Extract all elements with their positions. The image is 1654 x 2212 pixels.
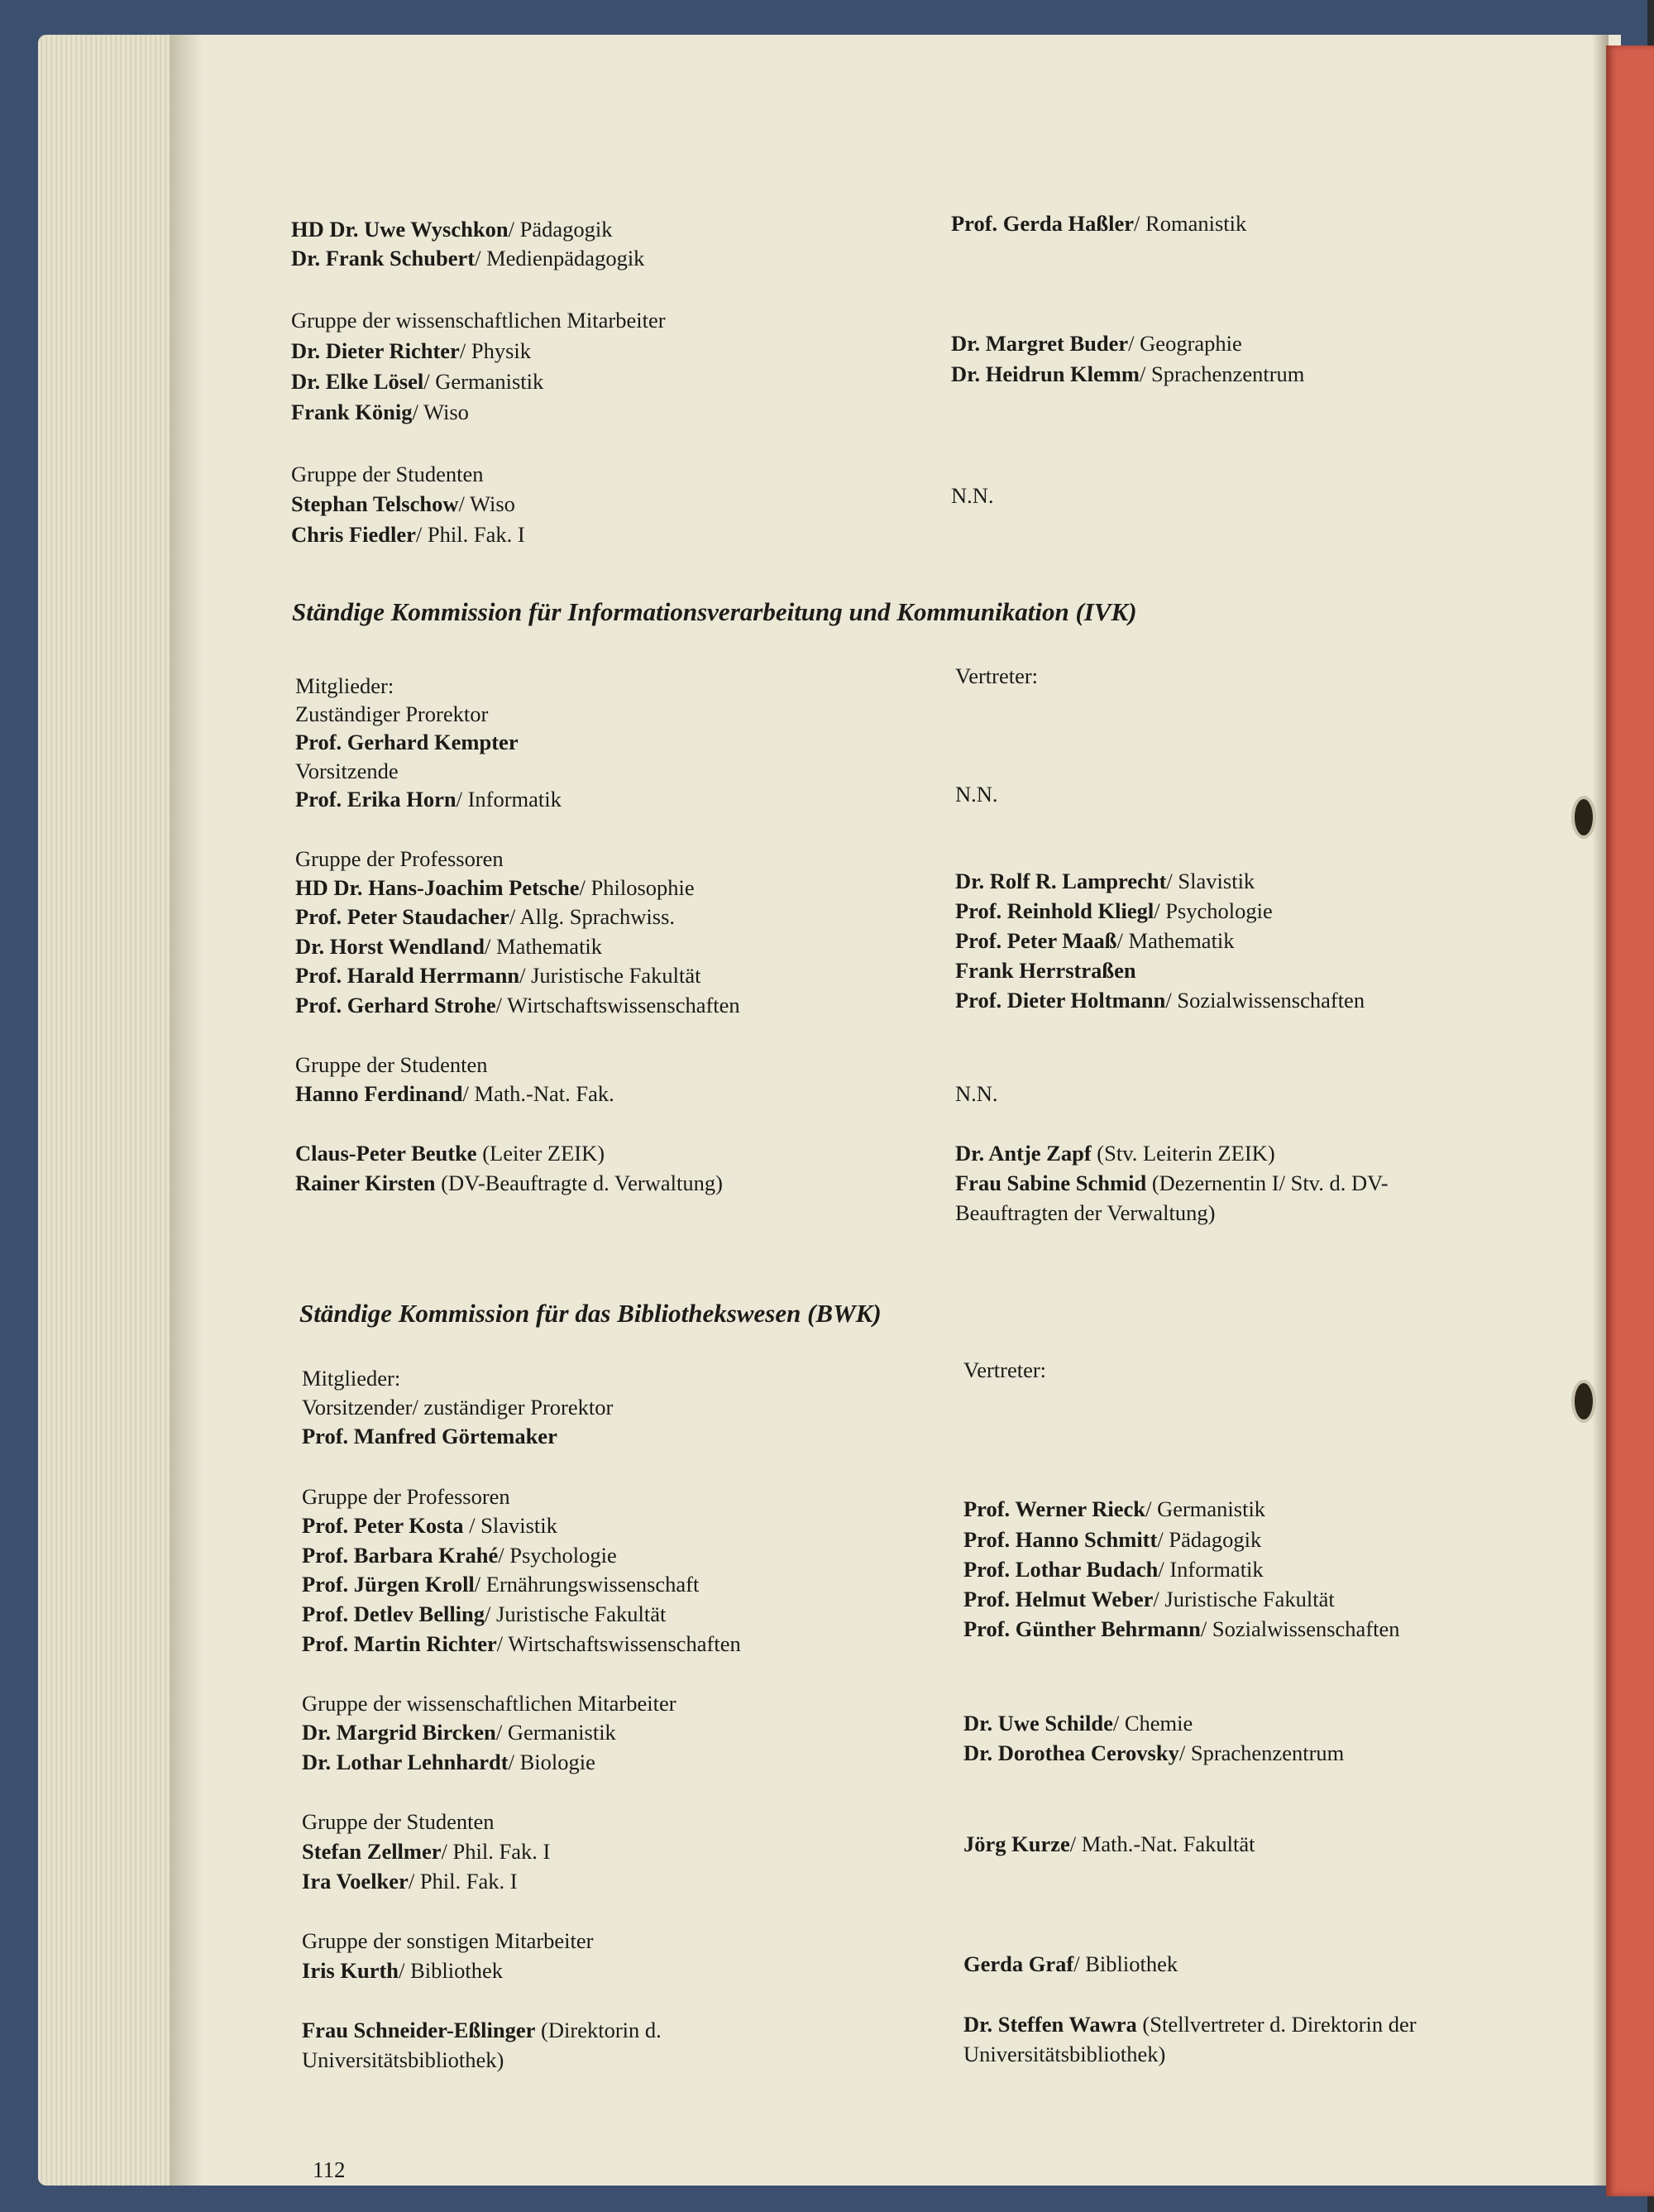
top-left-line: [291, 307, 666, 333]
affiliation-text: Math.-Nat. Fakultät: [1081, 1831, 1255, 1856]
affiliation-text: Sozialwissenschaften: [1212, 1616, 1400, 1641]
separator: /: [475, 246, 487, 271]
affiliation-text: Phil. Fak. I: [452, 1839, 551, 1864]
affiliation-text: Wirtschaftswissenschaften: [508, 1631, 741, 1656]
separator: /: [1157, 1527, 1169, 1552]
separator: /: [498, 1543, 510, 1568]
ivk-right-line: [955, 898, 1273, 924]
affiliation-text: Gruppe der wissenschaftlichen Mitarbeiter: [302, 1691, 676, 1716]
affiliation-text: Medienpädagogik: [486, 246, 645, 271]
person-name: Dr. Steffen Wawra: [963, 2012, 1137, 2037]
separator: /: [1134, 211, 1146, 236]
bwk-left-line: [302, 1838, 550, 1865]
affiliation-text: Sozialwissenschaften: [1177, 988, 1365, 1013]
affiliation-text: Zuständiger Prorektor: [295, 701, 489, 726]
person-name: Dr. Horst Wendland: [295, 934, 485, 959]
person-name: Frank König: [291, 400, 413, 424]
separator: /: [496, 1631, 509, 1656]
punch-hole: [1571, 1380, 1596, 1423]
person-name: Prof. Hanno Schmitt: [963, 1527, 1158, 1552]
bwk-right-line: [963, 1710, 1193, 1736]
separator: /: [1153, 1587, 1165, 1611]
affiliation-text: Chemie: [1124, 1711, 1193, 1736]
top-left-line: [291, 461, 484, 487]
ivk-left-line: [295, 845, 504, 872]
affiliation-text: Allg. Sprachwiss.: [519, 904, 676, 929]
person-name: Dr. Elke Lösel: [291, 369, 424, 394]
bwk-left-line: [302, 1601, 666, 1627]
bwk-right-line: [963, 1951, 1178, 1977]
bwk-heading: Ständige Kommission für das Bibliothekswesen (BWK): [299, 1299, 882, 1328]
person-name: Dr. Margret Buder: [951, 331, 1129, 356]
affiliation-text: Pädagogik: [519, 217, 613, 242]
affiliation-text: Vertreter:: [955, 663, 1039, 688]
affiliation-text: Juristische Fakultät: [496, 1602, 667, 1626]
separator: /: [1128, 331, 1140, 356]
affiliation-text: Ernährungswissenschaft: [485, 1572, 700, 1597]
bwk-right-line: [963, 2041, 1165, 2067]
affiliation-text: Gruppe der Professoren: [302, 1484, 510, 1509]
affiliation-text: Informatik: [467, 787, 562, 812]
affiliation-text: N.N.: [955, 782, 998, 807]
affiliation-text: Pädagogik: [1169, 1527, 1262, 1552]
red-divider-edge: [1606, 45, 1654, 2196]
separator: /: [1200, 1616, 1212, 1641]
person-name: Prof. Peter Kosta: [302, 1513, 464, 1538]
person-name: Claus-Peter Beutke: [295, 1141, 477, 1166]
separator: /: [462, 1081, 475, 1106]
ivk-left-line: [295, 1080, 614, 1107]
affiliation-text: Gruppe der sonstigen Mitarbeiter: [302, 1928, 594, 1953]
separator: /: [485, 1602, 497, 1626]
affiliation-text: Psychologie: [1165, 898, 1273, 923]
affiliation-text: Phil. Fak. I: [419, 1869, 518, 1894]
ivk-right-line: [955, 957, 1136, 984]
ivk-right-line: [955, 781, 998, 807]
person-name: HD Dr. Uwe Wyschkon: [291, 217, 509, 242]
bwk-left-line: [302, 1749, 595, 1775]
affiliation-text: Wirtschaftswissenschaften: [507, 993, 740, 1017]
person-name: Dr. Frank Schubert: [291, 246, 476, 271]
bwk-left-line: [302, 1571, 699, 1597]
bwk-left-line: [302, 1394, 613, 1420]
affiliation-text: Psychologie: [509, 1543, 617, 1568]
affiliation-text: (Leiter ZEIK): [482, 1141, 605, 1166]
bwk-right-line: [963, 1357, 1046, 1383]
affiliation-text: (Direktorin d.: [541, 2018, 662, 2042]
separator: /: [408, 1869, 420, 1894]
affiliation-text: Vertreter:: [963, 1357, 1047, 1382]
ivk-left-line: [295, 903, 675, 930]
affiliation-text: Philosophie: [590, 875, 695, 900]
person-name: Prof. Helmut Weber: [963, 1587, 1154, 1611]
separator: /: [1073, 1951, 1086, 1976]
person-name: Dr. Heidrun Klemm: [951, 361, 1140, 386]
separator: [1146, 1171, 1152, 1195]
affiliation-text: Gruppe der wissenschaftlichen Mitarbeiter: [291, 308, 666, 333]
person-name: Prof. Harald Herrmann: [295, 963, 520, 988]
person-name: Dr. Dorothea Cerovsky: [963, 1740, 1179, 1765]
person-name: Dr. Margrid Bircken: [302, 1720, 496, 1745]
separator: /: [509, 904, 520, 929]
bwk-left-line: [302, 2047, 504, 2073]
person-name: Dr. Lothar Lehnhardt: [302, 1750, 509, 1774]
ivk-left-line: [295, 1170, 723, 1196]
affiliation-text: Juristische Fakultät: [531, 963, 701, 988]
affiliation-text: (Stellvertreter d. Direktorin der: [1142, 2012, 1417, 2037]
person-name: Prof. Lothar Budach: [963, 1557, 1159, 1582]
affiliation-text: Bibliothek: [1085, 1951, 1178, 1976]
affiliation-text: Mathematik: [1128, 928, 1235, 953]
affiliation-text: Geographie: [1140, 331, 1242, 356]
bwk-left-line: [302, 1542, 617, 1568]
affiliation-text: Physik: [471, 338, 531, 363]
bwk-left-line: [302, 1868, 518, 1894]
top-left-line: [291, 338, 531, 364]
bwk-left-line: [302, 1719, 616, 1745]
affiliation-text: Vorsitzender/ zuständiger Prorektor: [302, 1395, 614, 1420]
affiliation-text: Sprachenzentrum: [1190, 1740, 1345, 1765]
top-left-line: [291, 368, 543, 395]
affiliation-text: Mitglieder:: [302, 1366, 401, 1391]
page-number: 112: [313, 2157, 346, 2182]
person-name: Iris Kurth: [302, 1958, 399, 1983]
separator: /: [579, 875, 591, 900]
separator: /: [1165, 988, 1178, 1013]
bwk-left-line: [302, 1808, 495, 1835]
affiliation-text: Beauftragten der Verwaltung): [955, 1200, 1216, 1225]
ivk-right-line: [955, 868, 1255, 894]
person-name: Ira Voelker: [302, 1869, 409, 1894]
separator: /: [463, 1513, 481, 1538]
ivk-left-line: [295, 1140, 605, 1166]
bwk-right-line: [963, 1496, 1265, 1522]
bwk-right-line: [963, 2011, 1417, 2037]
separator: /: [474, 1572, 486, 1597]
separator: /: [1139, 361, 1151, 386]
affiliation-text: (Stv. Leiterin ZEIK): [1097, 1141, 1275, 1166]
affiliation-text: Phil. Fak. I: [427, 522, 525, 547]
separator: /: [459, 338, 471, 363]
affiliation-text: Wiso: [423, 400, 469, 424]
separator: /: [485, 934, 496, 959]
separator: /: [495, 993, 508, 1017]
top-right-line: [951, 330, 1242, 357]
person-name: Dr. Antje Zapf: [955, 1141, 1092, 1166]
bwk-left-line: [302, 1957, 503, 1984]
person-name: Prof. Erika Horn: [295, 787, 457, 812]
affiliation-text: Sprachenzentrum: [1150, 361, 1305, 386]
page-gutter-shadow: [170, 35, 203, 2186]
bwk-right-line: [963, 1586, 1335, 1612]
ivk-left-line: [295, 729, 519, 755]
separator: /: [399, 1958, 411, 1983]
punch-hole: [1571, 796, 1596, 839]
person-name: Prof. Gerhard Strohe: [295, 993, 496, 1017]
separator: /: [1116, 928, 1129, 953]
bwk-right-line: [963, 1831, 1255, 1857]
top-left-line: [291, 491, 515, 517]
separator: /: [1166, 869, 1178, 893]
person-name: Dr. Uwe Schilde: [963, 1711, 1113, 1736]
affiliation-text: Informatik: [1169, 1557, 1264, 1582]
person-name: Prof. Reinhold Kliegl: [955, 898, 1154, 923]
top-left-line: [291, 399, 469, 425]
affiliation-text: Bibliothek: [410, 1958, 503, 1983]
ivk-right-line: [955, 1080, 998, 1107]
separator: /: [519, 963, 532, 988]
affiliation-text: Gruppe der Studenten: [295, 1052, 488, 1077]
affiliation-text: Universitätsbibliothek): [302, 2047, 504, 2072]
person-name: Prof. Peter Staudacher: [295, 904, 509, 929]
person-name: Prof. Detlev Belling: [302, 1602, 485, 1626]
ivk-left-line: [295, 673, 394, 699]
ivk-right-line: [955, 987, 1365, 1013]
affiliation-text: Biologie: [519, 1750, 595, 1774]
person-name: Stefan Zellmer: [302, 1839, 442, 1864]
top-right-line: [951, 210, 1246, 237]
ivk-right-line: [955, 1140, 1275, 1166]
affiliation-text: Mitglieder:: [295, 673, 394, 698]
bwk-left-line: [302, 1365, 400, 1391]
separator: /: [508, 1750, 520, 1774]
person-name: Prof. Gerda Haßler: [951, 211, 1135, 236]
separator: /: [1178, 1740, 1191, 1765]
bwk-right-line: [963, 1526, 1261, 1553]
separator: /: [1112, 1711, 1125, 1736]
person-name: Hanno Ferdinand: [295, 1081, 463, 1106]
separator: /: [495, 1720, 508, 1745]
affiliation-text: (DV-Beauftragte d. Verwaltung): [441, 1171, 723, 1195]
bwk-left-line: [302, 1483, 510, 1510]
person-name: Prof. Manfred Görtemaker: [302, 1424, 557, 1448]
person-name: Prof. Jürgen Kroll: [302, 1572, 475, 1597]
separator: /: [456, 787, 468, 812]
person-name: Gerda Graf: [963, 1951, 1074, 1976]
bwk-left-line: [302, 1423, 557, 1449]
separator: /: [458, 491, 471, 516]
ivk-left-line: [295, 701, 488, 727]
separator: /: [412, 400, 424, 424]
person-name: Frau Sabine Schmid: [955, 1171, 1147, 1195]
page-stack-edges: [38, 35, 187, 2186]
ivk-left-line: [295, 874, 695, 901]
person-name: Prof. Peter Maaß: [955, 928, 1117, 953]
bwk-left-line: [302, 1690, 676, 1716]
ivk-left-line: [295, 992, 740, 1018]
separator: /: [1069, 1831, 1082, 1856]
person-name: Stephan Telschow: [291, 491, 459, 516]
affiliation-text: Romanistik: [1145, 211, 1247, 236]
affiliation-text: Germanistik: [507, 1720, 616, 1745]
affiliation-text: Universitätsbibliothek): [963, 2042, 1166, 2066]
person-name: Frau Schneider-Eßlinger: [302, 2018, 536, 2042]
affiliation-text: Mathematik: [496, 934, 603, 959]
top-left-line: [291, 216, 612, 242]
top-left-line: [291, 245, 644, 271]
person-name: Frank Herrstraßen: [955, 958, 1136, 983]
ivk-left-line: [295, 1051, 488, 1078]
affiliation-text: Germanistik: [1157, 1496, 1266, 1521]
ivk-right-line: [955, 1199, 1215, 1226]
affiliation-text: Vorsitzende: [295, 759, 399, 783]
person-name: Prof. Dieter Holtmann: [955, 988, 1166, 1013]
affiliation-text: Germanistik: [435, 369, 544, 394]
affiliation-text: Wiso: [470, 491, 515, 516]
person-name: Dr. Rolf R. Lamprecht: [955, 869, 1167, 893]
person-name: Dr. Dieter Richter: [291, 338, 460, 363]
person-name: Rainer Kirsten: [295, 1171, 436, 1195]
affiliation-text: Juristische Fakultät: [1164, 1587, 1335, 1611]
bwk-right-line: [963, 1616, 1400, 1642]
ivk-left-line: [295, 933, 602, 960]
person-name: Prof. Martin Richter: [302, 1631, 497, 1656]
ivk-left-line: [295, 758, 399, 784]
affiliation-text: N.N.: [955, 1081, 998, 1106]
separator: /: [441, 1839, 453, 1864]
bwk-left-line: [302, 1927, 594, 1954]
separator: /: [1158, 1557, 1170, 1582]
separator: /: [423, 369, 436, 394]
separator: /: [1154, 898, 1166, 923]
separator: /: [415, 522, 428, 547]
affiliation-text: (Dezernentin I/ Stv. d. DV-: [1151, 1171, 1389, 1195]
person-name: Prof. Barbara Krahé: [302, 1543, 499, 1568]
top-left-line: [291, 521, 525, 548]
affiliation-text: Gruppe der Professoren: [295, 846, 504, 871]
ivk-left-line: [295, 786, 562, 812]
separator: /: [508, 217, 520, 242]
affiliation-text: Slavistik: [480, 1513, 557, 1538]
top-right-line: [951, 482, 994, 509]
person-name: Prof. Günther Behrmann: [963, 1616, 1201, 1641]
ivk-right-line: [955, 927, 1235, 954]
bwk-left-line: [302, 1512, 557, 1539]
person-name: Prof. Werner Rieck: [963, 1496, 1146, 1521]
ivk-left-line: [295, 962, 700, 989]
person-name: Chris Fiedler: [291, 522, 416, 547]
ivk-right-line: [955, 663, 1038, 689]
person-name: HD Dr. Hans-Joachim Petsche: [295, 875, 580, 900]
affiliation-text: Gruppe der Studenten: [302, 1809, 495, 1834]
bwk-left-line: [302, 2017, 662, 2043]
bwk-right-line: [963, 1740, 1344, 1766]
top-right-line: [951, 361, 1304, 387]
affiliation-text: Math.-Nat. Fak.: [474, 1081, 614, 1106]
ivk-heading: Ständige Kommission für Informationsverarbeitung und Kommunikation (IVK): [292, 597, 1137, 626]
affiliation-text: Slavistik: [1178, 869, 1255, 893]
ivk-right-line: [955, 1170, 1389, 1196]
affiliation-text: Gruppe der Studenten: [291, 462, 484, 486]
person-name: Prof. Gerhard Kempter: [295, 730, 519, 754]
person-name: Jörg Kurze: [963, 1831, 1070, 1856]
bwk-right-line: [963, 1556, 1264, 1582]
affiliation-text: N.N.: [951, 483, 994, 508]
bwk-left-line: [302, 1630, 741, 1657]
separator: /: [1145, 1496, 1158, 1521]
